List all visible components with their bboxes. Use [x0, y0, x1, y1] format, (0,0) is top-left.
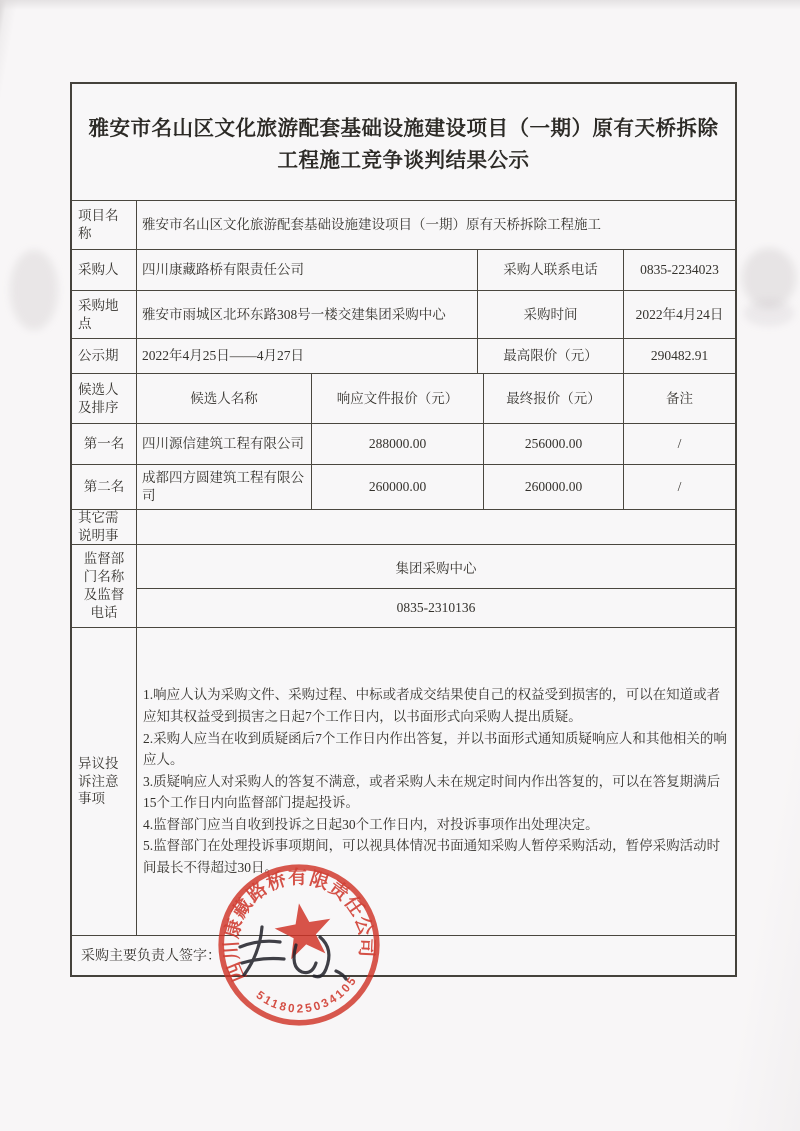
purchase-time-value: 2022年4月24日: [623, 291, 735, 338]
title-cell: [72, 84, 735, 200]
objection-row: [72, 627, 735, 935]
objection-item-2: 2.采购人应当在收到质疑函后7个工作日内作出答复，并以书面形式通知质疑响应人和其他相关的响应人。: [143, 730, 727, 768]
candidates-rank-header: 候选人及排序: [78, 381, 119, 415]
candidate-final-price: 260000.00: [483, 465, 623, 509]
purchaser-contact-value: 0835-2234023: [623, 250, 735, 290]
candidate-doc-price: 260000.00: [311, 465, 483, 509]
supervision-row: [72, 544, 735, 627]
scan-smudge: [10, 250, 58, 330]
candidate-rank: 第二名: [83, 479, 125, 495]
page-title-line2: 工程施工竞争谈判结果公示: [277, 149, 530, 172]
scan-smudge: [742, 248, 796, 308]
objection-item-3: 3.质疑响应人对采购人的答复不满意，或者采购人未在规定时间内作出答复的，可以在答复期满后15个工作日内向监督部门提起投诉。: [143, 773, 721, 811]
candidates-name-header: 候选人名称: [136, 374, 311, 423]
other-notes-label: 其它需说明事: [78, 510, 119, 543]
objection-label: 异议投诉注意事项: [78, 755, 119, 807]
other-notes-value: [136, 510, 735, 544]
location-label: 采购地点: [78, 297, 119, 331]
objection-item-4: 4.监督部门应当自收到投诉之日起30个工作日内，对投诉事项作出处理决定。: [143, 816, 599, 832]
candidate-doc-price: 288000.00: [311, 424, 483, 464]
supervision-values: [136, 545, 735, 627]
purchaser-row: [72, 249, 735, 290]
supervision-dept: 集团采购中心: [136, 545, 735, 588]
candidates-header-row: [72, 373, 735, 423]
candidate-remark: /: [623, 424, 735, 464]
seal-registration-number: 5118025034105: [253, 973, 361, 1016]
publicity-value: 2022年4月25日——4月27日: [136, 339, 477, 373]
seal-company-name: 四川康藏路桥有限责任公司: [221, 867, 377, 985]
candidate-remark: /: [623, 465, 735, 509]
max-price-label: 最高限价（元）: [477, 339, 623, 373]
candidate-name: 成都四方圆建筑工程有限公司: [136, 465, 311, 509]
signature-label: 采购主要负责人签字：: [81, 949, 221, 965]
candidate-name: 四川源信建筑工程有限公司: [136, 424, 311, 464]
project-name-label: 项目名称: [78, 208, 119, 241]
announcement-table: [70, 82, 737, 977]
candidates-remark-header: 备注: [623, 374, 735, 423]
candidates-docprice-header: 响应文件报价（元）: [311, 374, 483, 423]
objection-item-1: 1.响应人认为采购文件、采购过程、中标或者成交结果使自己的权益受到损害的，可以在知道或者应知其权益受到损害之日起7个工作日内，以书面形式向采购人提出质疑。: [143, 687, 721, 724]
location-row: [72, 290, 735, 338]
title-row: [72, 84, 735, 200]
scan-smudge: [744, 300, 794, 326]
publicity-label: 公示期: [78, 348, 119, 364]
purchase-time-label: 采购时间: [477, 291, 623, 338]
supervision-label: 监督部门名称及监督电话: [83, 551, 125, 620]
other-notes-row: [72, 509, 735, 544]
candidates-finalprice-header: 最终报价（元）: [483, 374, 623, 423]
candidate-final-price: 256000.00: [483, 424, 623, 464]
location-value: 雅安市雨城区北环东路308号一楼交建集团采购中心: [136, 291, 477, 338]
page-title-line1: 雅安市名山区文化旅游配套基础设施建设项目（一期）原有天桥拆除: [88, 117, 719, 141]
candidate-rank: 第一名: [83, 436, 125, 452]
signature-row: [72, 935, 735, 979]
purchaser-label: 采购人: [78, 262, 119, 278]
supervision-phone: 0835-2310136: [136, 588, 735, 627]
purchaser-value: 四川康藏路桥有限责任公司: [136, 250, 477, 290]
candidate-row: [72, 423, 735, 464]
objection-item-5: 5.监督部门在处理投诉事项期间，可以视具体情况书面通知采购人暂停采购活动，暂停采购活动时间最长不得超过30日。: [143, 838, 721, 876]
publicity-row: [72, 338, 735, 373]
project-name-value: 雅安市名山区文化旅游配套基础设施建设项目（一期）原有天桥拆除工程施工: [136, 201, 735, 249]
project-name-row: [72, 200, 735, 249]
handwritten-signature: [232, 915, 362, 1000]
max-price-value: 290482.91: [623, 339, 735, 373]
purchaser-contact-label: 采购人联系电话: [477, 250, 623, 290]
candidate-row: [72, 464, 735, 509]
